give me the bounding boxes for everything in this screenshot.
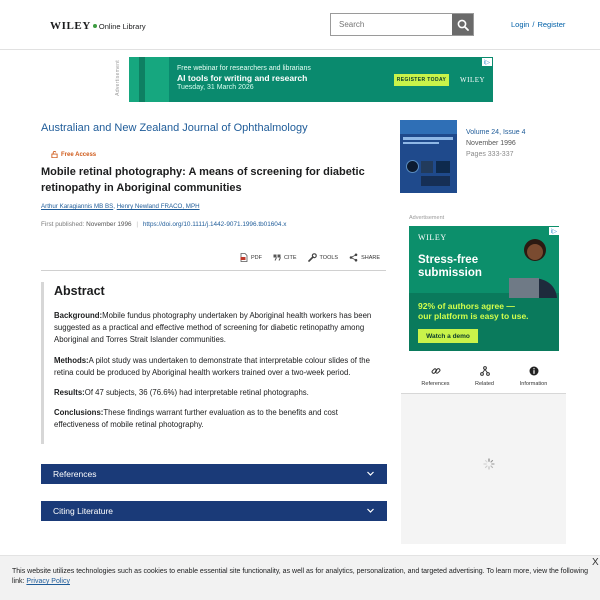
pdf-button[interactable] [240, 253, 262, 262]
login-register [511, 20, 565, 29]
author-link[interactable]: Henry Newland FRACO, MPH [116, 203, 200, 210]
logo-dot [93, 24, 97, 28]
logo-suffix: Online Library [98, 22, 146, 31]
doi-link[interactable]: https://doi.org/10.1111/j.1442-9071.1996.tb01604.x [142, 221, 287, 228]
publication-info: First published: November 1996 | https://doi.org/10.1111/j.1442-9071.1996.tb01604.x [41, 221, 287, 228]
tab-related-label: Related [475, 381, 494, 387]
chevron-down-icon [366, 469, 375, 478]
abstract-section [41, 282, 386, 444]
ad-line2: AI tools for writing and research [177, 73, 308, 83]
references-accordion[interactable] [41, 464, 387, 484]
loading-spinner-icon [483, 458, 495, 470]
top-ad-banner[interactable] [129, 57, 493, 102]
watch-demo-button[interactable]: Watch a demo [418, 329, 478, 343]
abstract-results [54, 387, 384, 399]
search-button[interactable] [452, 14, 473, 35]
info-icon [529, 366, 539, 376]
conclusions-label: Conclusions: [54, 408, 104, 418]
citing-accordion-label: Citing Literature [53, 506, 114, 516]
wrench-icon [308, 253, 317, 262]
tab-related[interactable] [460, 366, 509, 393]
pdf-label: PDF [251, 254, 262, 261]
quote-icon [273, 254, 281, 261]
issue-volume-link[interactable]: Volume 24, Issue 4 [466, 129, 526, 136]
search-icon [457, 19, 469, 31]
login-separator: / [532, 20, 535, 29]
cover-band [400, 120, 457, 134]
privacy-policy-link[interactable]: Privacy Policy [26, 578, 70, 585]
cookie-message: This website utilizes technologies such as cookies to enable essential site functionality, as well as for analytics, personalization, and targeted advertising. To learn more, view the following link: [12, 568, 588, 585]
logo-brand: WILEY [50, 20, 91, 32]
side-ad-brand: WILEY [418, 233, 447, 242]
first-published-date: November 1996 [86, 221, 132, 228]
advertisement-label: Advertisement [409, 215, 445, 221]
tab-information-label: Information [519, 381, 548, 387]
share-icon [349, 253, 358, 262]
issue-date: November 1996 [466, 140, 516, 147]
search-box [330, 13, 474, 36]
citing-literature-accordion[interactable] [41, 501, 387, 521]
side-ad-headline: Stress-free submission [418, 254, 482, 279]
tools-label: TOOLS [319, 254, 339, 261]
journal-title[interactable]: Australian and New Zealand Journal of Ophthalmology [41, 122, 308, 134]
chevron-down-icon [366, 506, 375, 515]
conclusions-text: These findings warrant further evaluation as to the benefits and cost effectiveness of mobile retinal photography. [54, 408, 338, 430]
adchoices-icon[interactable]: i▷ [549, 227, 559, 235]
side-ad-subheadline [418, 301, 553, 321]
share-button[interactable] [349, 253, 380, 262]
issue-info [466, 127, 526, 160]
abstract-methods [54, 355, 384, 379]
cover-thumbnail [436, 161, 450, 173]
article-toolbar [240, 253, 380, 262]
issue-pages: Pages 333-337 [466, 151, 514, 158]
login-link[interactable]: Login [511, 20, 530, 29]
link-icon [431, 366, 441, 376]
wiley-online-library-logo[interactable] [50, 20, 146, 32]
side-ad[interactable] [409, 226, 559, 351]
first-published-label: First published: [41, 221, 85, 228]
tab-references-label: References [421, 381, 450, 387]
cover-thumbnail [421, 161, 433, 173]
ad-decoration [129, 57, 169, 102]
register-link[interactable]: Register [537, 20, 566, 29]
person-illustration [505, 232, 559, 298]
side-ad-subline: our platform is easy to use. [418, 311, 529, 321]
ad-line3: Tuesday, 31 March 2026 [177, 84, 254, 91]
cover-title-line [403, 137, 453, 140]
search-input[interactable] [331, 14, 452, 35]
abstract-heading: Abstract [54, 284, 105, 298]
cite-button[interactable] [273, 253, 297, 262]
ad-line1: Free webinar for researchers and librarians [177, 65, 311, 72]
divider [41, 270, 386, 271]
author-link[interactable]: Arthur Karagiannis MB BS [41, 203, 114, 210]
abstract-background [54, 310, 384, 347]
cookie-text [12, 567, 590, 587]
advertisement-label: Advertisement [115, 60, 121, 96]
author-list: Arthur Karagiannis MB BS, Henry Newland FRACO, MPH [41, 203, 200, 210]
site-header [0, 0, 600, 50]
side-tabs [401, 366, 566, 394]
references-accordion-label: References [53, 469, 97, 479]
share-label: SHARE [361, 254, 381, 261]
journal-cover-image[interactable] [400, 120, 457, 193]
cookie-banner [0, 555, 600, 600]
cover-retina-image [406, 160, 419, 173]
adchoices-icon[interactable]: i▷ [482, 58, 492, 66]
results-text: Of 47 subjects, 36 (76.6%) had interpretable retinal photographs. [84, 388, 309, 398]
ad-text [177, 65, 311, 91]
methods-label: Methods: [54, 355, 89, 365]
methods-text: A pilot study was undertaken to demonstrate that interpretable colour slides of the retina could be produced by Aboriginal health workers trained over a two-week period. [54, 355, 370, 377]
abstract-conclusions [54, 407, 384, 431]
free-access-badge [51, 151, 96, 158]
free-access-label: Free Access [61, 151, 97, 158]
cite-label: CITE [284, 254, 297, 261]
background-text: Mobile fundus photography undertaken by Aboriginal health workers has been suggested as a practical and effective method of screening for diabetic retinopathy among Aboriginal and Torres Strait Islander communities. [54, 311, 372, 345]
tab-information[interactable] [509, 366, 558, 393]
side-ad-highlight: 92% of authors agree — [418, 301, 515, 311]
cover-title-line [403, 142, 439, 144]
pdf-icon [240, 253, 248, 262]
cover-thumbnail [421, 176, 450, 186]
background-label: Background: [54, 311, 103, 320]
ad-register-button[interactable]: REGISTER TODAY [394, 74, 449, 86]
results-label: Results: [54, 388, 85, 398]
tab-references[interactable] [411, 366, 460, 393]
related-icon [480, 366, 490, 376]
ad-brand: WILEY [460, 76, 486, 84]
unlock-icon [51, 151, 58, 158]
tools-button[interactable] [308, 253, 339, 262]
close-icon[interactable]: X [592, 557, 599, 568]
article-title: Mobile retinal photography: A means of screening for diabetic retinopathy in Aboriginal communities [41, 166, 365, 194]
